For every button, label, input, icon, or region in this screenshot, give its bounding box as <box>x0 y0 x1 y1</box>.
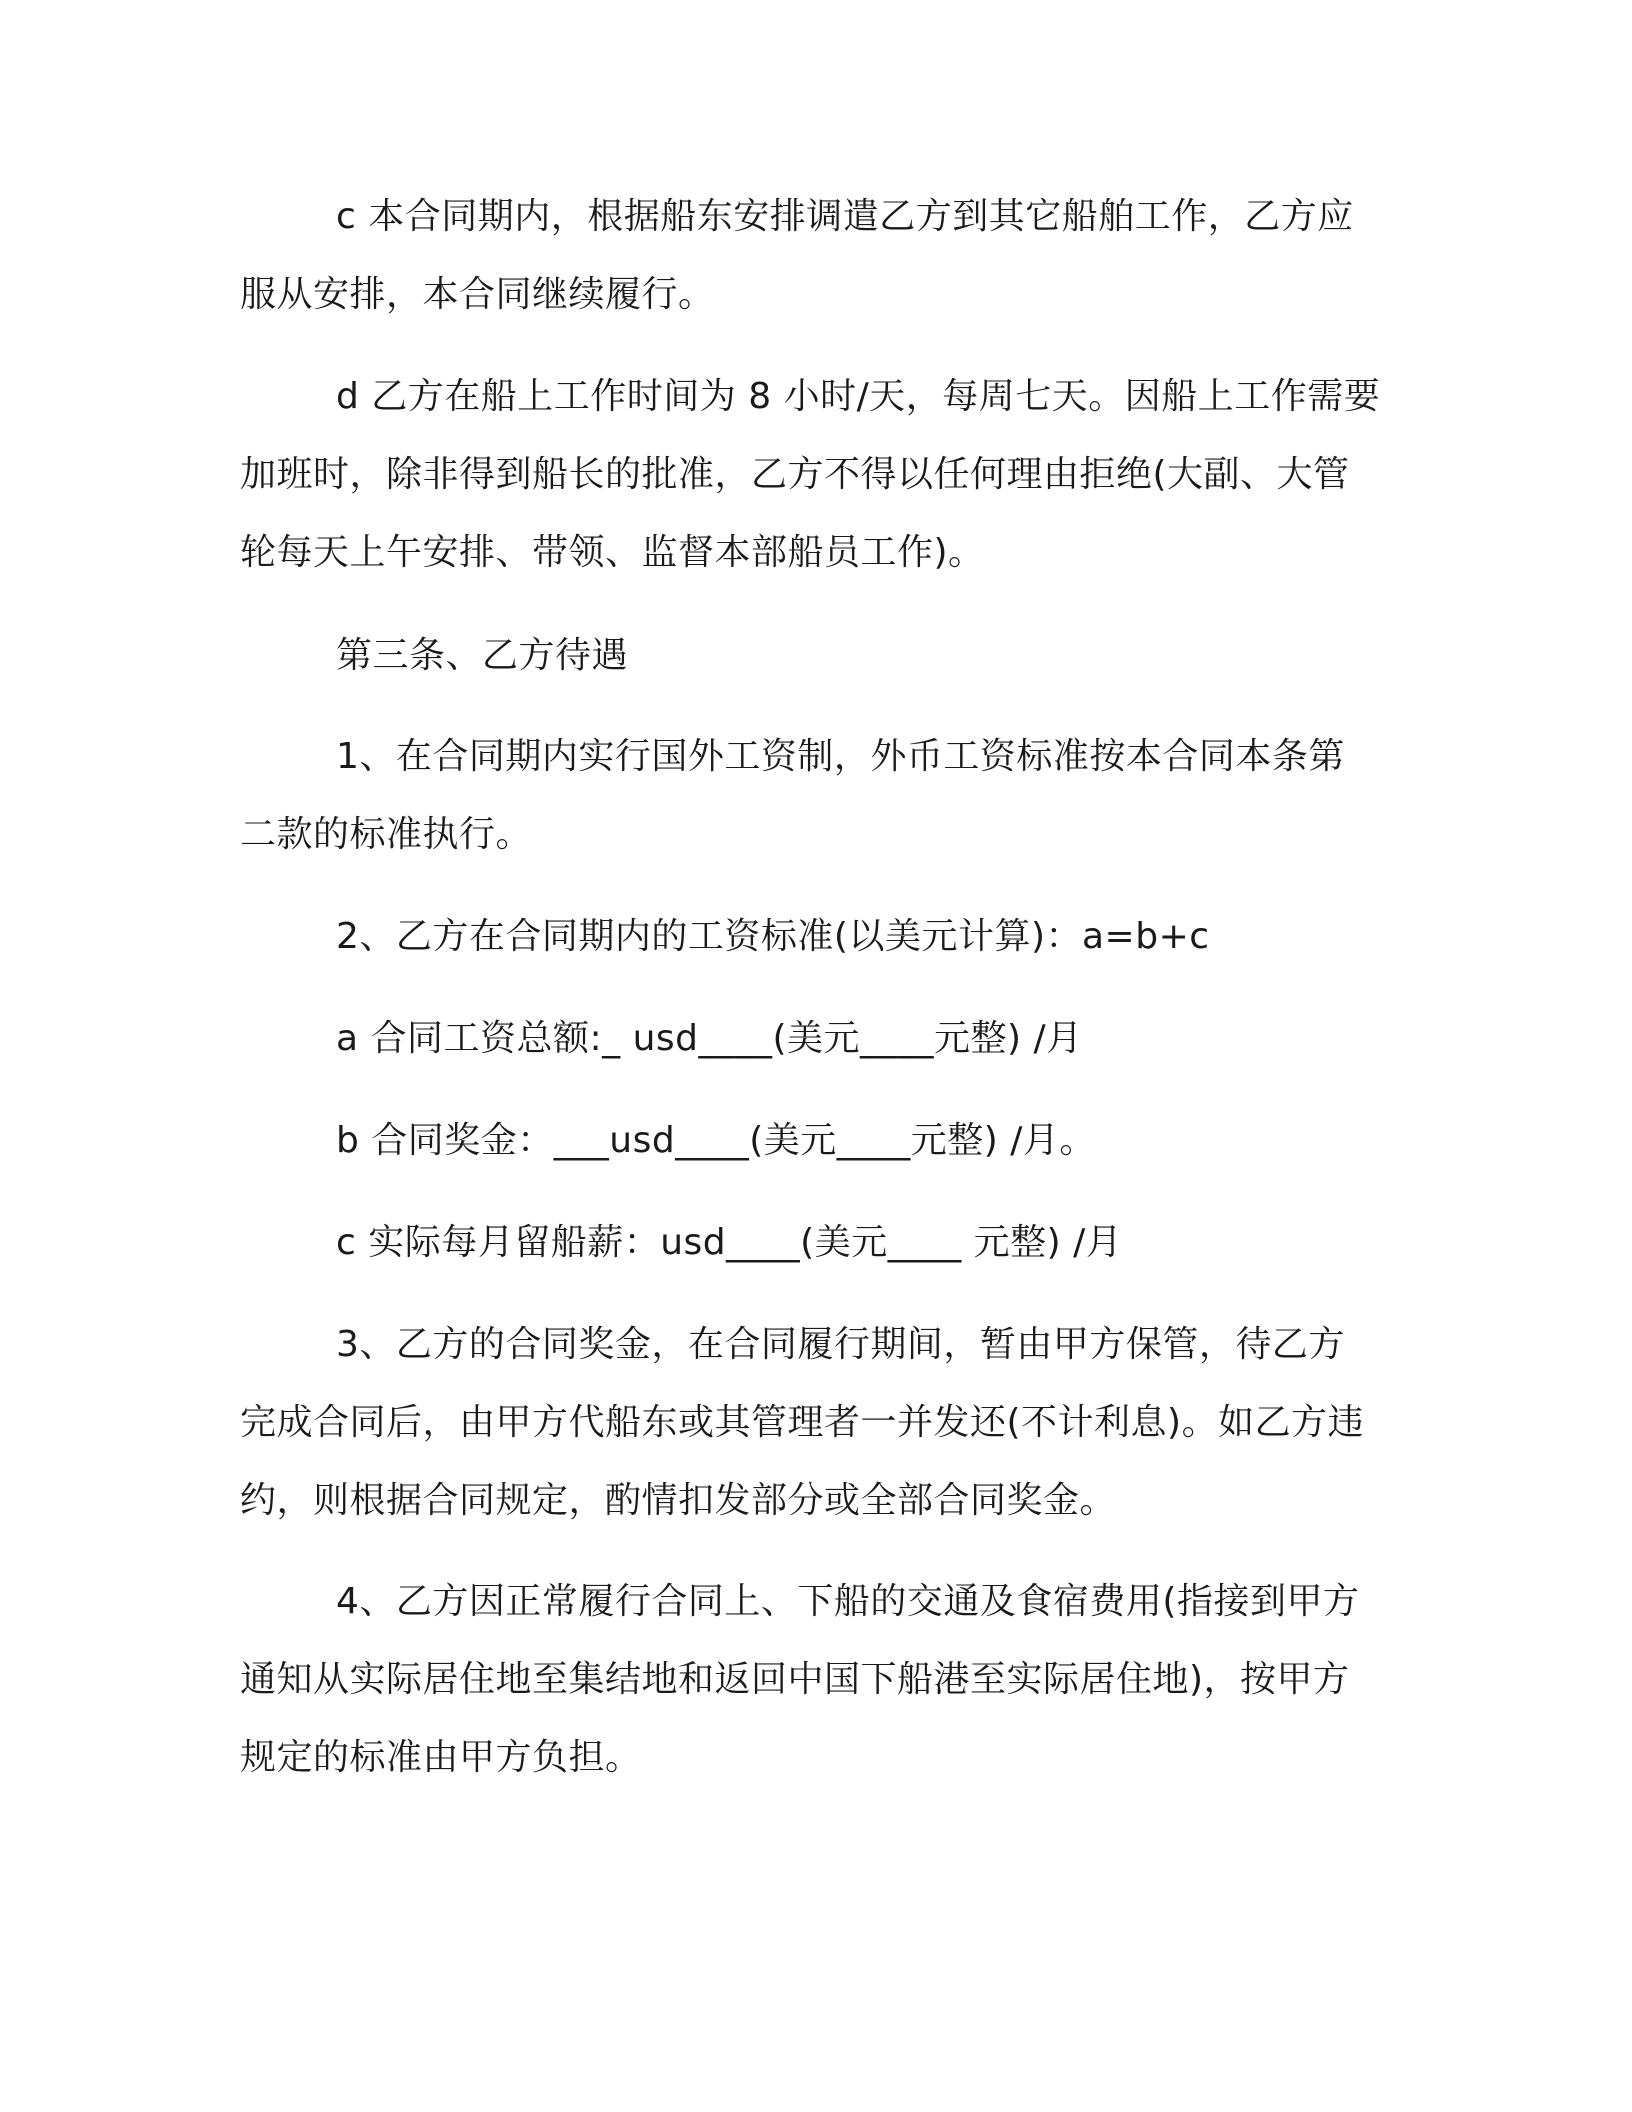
paragraph-3-bonus-custody <box>240 1306 1400 1540</box>
paragraph-1-wage-system <box>240 718 1400 874</box>
text-line: a 合同工资总额:_ usd____(美元____元整) /月 <box>336 1018 1083 1059</box>
text-line: 通知从实际居住地至集结地和返回中国下船港至实际居住地)，按甲方 <box>240 1659 1350 1700</box>
text-line: 2、乙方在合同期内的工资标准(以美元计算)：a=b+c <box>336 916 1210 957</box>
text-line: 加班时，除非得到船长的批准，乙方不得以任何理由拒绝(大副、大管 <box>240 454 1350 495</box>
paragraph-2-wage-standard <box>240 898 1400 976</box>
text-line: 完成合同后，由甲方代船东或其管理者一并发还(不计利息)。如乙方违 <box>240 1402 1365 1443</box>
article-three-heading <box>240 617 1400 695</box>
paragraph-b-bonus <box>240 1102 1400 1180</box>
paragraph-c-assignment <box>240 178 1400 334</box>
text-line: 二款的标准执行。 <box>240 814 533 855</box>
text-line: c 实际每月留船薪：usd____(美元____ 元整) /月 <box>336 1222 1123 1263</box>
paragraph-d-working-hours <box>240 358 1400 592</box>
paragraph-4-travel-expenses <box>240 1563 1400 1797</box>
text-line: c 本合同期内，根据船东安排调遣乙方到其它船舶工作，乙方应 <box>336 196 1354 237</box>
text-line: 服从安排，本合同继续履行。 <box>240 274 715 315</box>
text-line: d 乙方在船上工作时间为 8 小时/天，每周七天。因船上工作需要 <box>336 376 1381 417</box>
text-line: 规定的标准由甲方负担。 <box>240 1737 642 1778</box>
text-line: 第三条、乙方待遇 <box>336 635 629 676</box>
paragraph-c-monthly-pay <box>240 1204 1400 1282</box>
paragraph-a-total-wage <box>240 1000 1400 1078</box>
text-line: 轮每天上午安排、带领、监督本部船员工作)。 <box>240 532 985 573</box>
text-line: 约，则根据合同规定，酌情扣发部分或全部合同奖金。 <box>240 1480 1117 1521</box>
text-line: 1、在合同期内实行国外工资制，外币工资标准按本合同本条第 <box>336 736 1345 777</box>
text-line: 4、乙方因正常履行合同上、下船的交通及食宿费用(指接到甲方 <box>336 1581 1360 1622</box>
text-line: 3、乙方的合同奖金，在合同履行期间，暂由甲方保管，待乙方 <box>336 1324 1345 1365</box>
text-line: b 合同奖金：___usd____(美元____元整) /月。 <box>336 1120 1096 1161</box>
